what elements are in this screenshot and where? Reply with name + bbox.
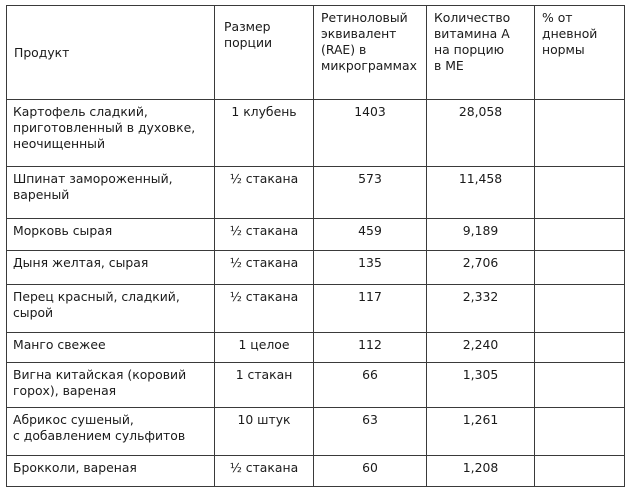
iu-cell: 11,458 [427, 167, 535, 219]
serving-cell: ½ стакана [215, 456, 314, 487]
daily-value-cell [535, 408, 625, 456]
serving-cell: 1 клубень [215, 100, 314, 167]
table-row [7, 333, 625, 363]
table-row [7, 219, 625, 251]
table-row [7, 363, 625, 408]
serving-cell: 1 целое [215, 333, 314, 363]
rae-cell: 63 [314, 408, 427, 456]
serving-cell: 10 штук [215, 408, 314, 456]
rae-cell: 60 [314, 456, 427, 487]
daily-value-cell [535, 100, 625, 167]
rae-cell: 112 [314, 333, 427, 363]
header-iu: Количество витамина A на порцию в ME [427, 6, 535, 100]
product-cell: Манго свежее [7, 333, 215, 363]
product-cell: Шпинат замороженный, вареный [7, 167, 215, 219]
rae-cell: 66 [314, 363, 427, 408]
product-cell: Вигна китайская (коровий горох), вареная [7, 363, 215, 408]
rae-cell: 573 [314, 167, 427, 219]
vitamin-a-table [6, 5, 625, 487]
product-cell: Перец красный, сладкий, сырой [7, 285, 215, 333]
iu-cell: 1,208 [427, 456, 535, 487]
iu-cell: 1,261 [427, 408, 535, 456]
header-daily-value: % от дневной нормы [535, 6, 625, 100]
iu-cell: 2,332 [427, 285, 535, 333]
header-serving-size: Размер порции [215, 6, 314, 100]
rae-cell: 1403 [314, 100, 427, 167]
table-row [7, 456, 625, 487]
iu-cell: 2,706 [427, 251, 535, 285]
daily-value-cell [535, 167, 625, 219]
daily-value-cell [535, 219, 625, 251]
iu-cell: 9,189 [427, 219, 535, 251]
serving-cell: ½ стакана [215, 167, 314, 219]
serving-cell: 1 стакан [215, 363, 314, 408]
header-product: Продукт [7, 6, 215, 100]
product-cell: Морковь сырая [7, 219, 215, 251]
serving-cell: ½ стакана [215, 285, 314, 333]
table-row [7, 251, 625, 285]
iu-cell: 1,305 [427, 363, 535, 408]
table-header-row [7, 6, 625, 100]
table-row [7, 408, 625, 456]
product-cell: Дыня желтая, сырая [7, 251, 215, 285]
daily-value-cell [535, 251, 625, 285]
daily-value-cell [535, 456, 625, 487]
daily-value-cell [535, 363, 625, 408]
product-cell: Абрикос сушеный, с добавлением сульфитов [7, 408, 215, 456]
table-row [7, 167, 625, 219]
table-row [7, 285, 625, 333]
rae-cell: 135 [314, 251, 427, 285]
rae-cell: 117 [314, 285, 427, 333]
rae-cell: 459 [314, 219, 427, 251]
serving-cell: ½ стакана [215, 251, 314, 285]
iu-cell: 28,058 [427, 100, 535, 167]
serving-cell: ½ стакана [215, 219, 314, 251]
daily-value-cell [535, 285, 625, 333]
table-row [7, 100, 625, 167]
iu-cell: 2,240 [427, 333, 535, 363]
product-cell: Картофель сладкий, приготовленный в духовке, неочищенный [7, 100, 215, 167]
daily-value-cell [535, 333, 625, 363]
product-cell: Брокколи, вареная [7, 456, 215, 487]
header-rae: Ретиноловый эквивалент (RAE) в микрограммах [314, 6, 427, 100]
